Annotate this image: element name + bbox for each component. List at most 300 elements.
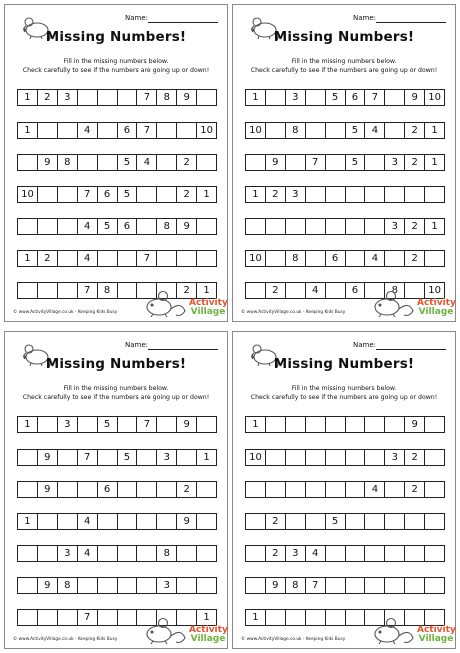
number-box: 7 — [77, 186, 98, 203]
number-box[interactable] — [57, 122, 78, 139]
number-row — [17, 449, 217, 466]
number-row — [245, 416, 445, 433]
number-box: 4 — [77, 545, 98, 562]
number-box: 1 — [17, 250, 38, 267]
number-box: 5 — [325, 513, 346, 530]
number-box[interactable] — [156, 122, 177, 139]
worksheet-4 — [232, 331, 456, 649]
number-box[interactable] — [97, 577, 118, 594]
number-box[interactable] — [364, 577, 385, 594]
number-box: 5 — [117, 449, 138, 466]
number-box: 2 — [404, 154, 425, 171]
number-box: 1 — [245, 416, 266, 433]
number-box: 1 — [424, 218, 445, 235]
number-row — [17, 545, 217, 562]
number-row — [17, 250, 217, 267]
number-box[interactable] — [245, 481, 266, 498]
number-box[interactable] — [424, 250, 445, 267]
number-box: 2 — [37, 89, 58, 106]
number-row — [17, 218, 217, 235]
number-box[interactable] — [97, 545, 118, 562]
number-box[interactable] — [265, 122, 286, 139]
worksheet-2 — [232, 4, 456, 322]
number-box[interactable] — [17, 154, 38, 171]
number-box[interactable] — [265, 609, 286, 626]
number-box[interactable] — [265, 481, 286, 498]
number-box: 10 — [17, 186, 38, 203]
number-box[interactable] — [97, 250, 118, 267]
number-box[interactable] — [305, 122, 326, 139]
number-box[interactable] — [424, 449, 445, 466]
number-box[interactable] — [17, 481, 38, 498]
number-box: 8 — [285, 122, 306, 139]
number-box[interactable] — [97, 449, 118, 466]
number-row — [17, 416, 217, 433]
number-box: 6 — [345, 89, 366, 106]
number-box[interactable] — [77, 577, 98, 594]
number-box[interactable] — [176, 449, 197, 466]
number-box[interactable] — [424, 186, 445, 203]
number-box[interactable] — [117, 89, 138, 106]
number-box: 4 — [77, 122, 98, 139]
number-box[interactable] — [196, 513, 217, 530]
number-box[interactable] — [305, 186, 326, 203]
number-box[interactable] — [424, 513, 445, 530]
number-box[interactable] — [17, 577, 38, 594]
number-box[interactable] — [17, 609, 38, 626]
footer-copyright: © www.ActivityVillage.co.uk - Keeping Kids Busy — [13, 310, 118, 315]
footer-copyright: © www.ActivityVillage.co.uk - Keeping Kids Busy — [241, 637, 346, 642]
number-box[interactable] — [364, 218, 385, 235]
number-box: 10 — [245, 122, 266, 139]
number-box[interactable] — [345, 481, 366, 498]
number-box: 9 — [176, 416, 197, 433]
number-box[interactable] — [325, 416, 346, 433]
number-box[interactable] — [384, 122, 405, 139]
number-box: 1 — [196, 609, 217, 626]
number-box[interactable] — [196, 577, 217, 594]
number-box[interactable] — [404, 545, 425, 562]
number-box[interactable] — [57, 609, 78, 626]
number-row — [17, 89, 217, 106]
number-box: 7 — [136, 416, 157, 433]
number-box[interactable] — [77, 89, 98, 106]
number-box[interactable] — [97, 513, 118, 530]
number-box[interactable] — [364, 545, 385, 562]
number-box: 9 — [37, 449, 58, 466]
number-row — [245, 89, 445, 106]
number-box: 7 — [77, 449, 98, 466]
number-box[interactable] — [57, 481, 78, 498]
number-box: 9 — [176, 218, 197, 235]
number-box[interactable] — [285, 513, 306, 530]
number-box: 7 — [136, 250, 157, 267]
number-box[interactable] — [156, 416, 177, 433]
number-box[interactable] — [345, 545, 366, 562]
number-box[interactable] — [265, 89, 286, 106]
name-label: Name: — [125, 14, 149, 22]
name-field[interactable] — [376, 349, 446, 350]
number-box[interactable] — [364, 154, 385, 171]
number-box[interactable] — [156, 513, 177, 530]
number-box: 5 — [97, 416, 118, 433]
number-box[interactable] — [285, 449, 306, 466]
number-box: 8 — [57, 577, 78, 594]
number-box: 7 — [364, 89, 385, 106]
number-box: 3 — [285, 89, 306, 106]
number-box[interactable] — [325, 449, 346, 466]
number-box[interactable] — [176, 577, 197, 594]
number-box[interactable] — [364, 449, 385, 466]
logo-line-2: Village — [190, 634, 226, 644]
number-box: 2 — [404, 481, 425, 498]
number-box: 5 — [117, 154, 138, 171]
worksheet-title: Missing Numbers! — [273, 29, 415, 45]
number-box: 3 — [57, 89, 78, 106]
number-box[interactable] — [245, 513, 266, 530]
number-box[interactable] — [424, 609, 445, 626]
number-box[interactable] — [285, 609, 306, 626]
number-box: 5 — [345, 154, 366, 171]
number-box[interactable] — [265, 416, 286, 433]
number-box: 1 — [245, 89, 266, 106]
number-box: 2 — [404, 250, 425, 267]
number-box[interactable] — [384, 545, 405, 562]
number-box[interactable] — [384, 250, 405, 267]
number-box[interactable] — [325, 577, 346, 594]
number-box[interactable] — [345, 449, 366, 466]
number-box[interactable] — [37, 609, 58, 626]
number-box: 2 — [404, 218, 425, 235]
mouse-icon — [369, 289, 415, 319]
number-box[interactable] — [117, 250, 138, 267]
logo-line-2: Village — [418, 634, 454, 644]
number-box: 10 — [245, 449, 266, 466]
name-field[interactable] — [148, 349, 218, 350]
number-box: 7 — [305, 577, 326, 594]
number-box[interactable] — [305, 416, 326, 433]
number-box[interactable] — [77, 416, 98, 433]
number-row — [245, 250, 445, 267]
number-box[interactable] — [196, 416, 217, 433]
number-row — [245, 545, 445, 562]
number-box: 6 — [97, 481, 118, 498]
number-box[interactable] — [345, 609, 366, 626]
logo-line-1: Activity — [189, 625, 228, 635]
number-box: 9 — [37, 577, 58, 594]
number-box[interactable] — [364, 513, 385, 530]
number-box[interactable] — [305, 513, 326, 530]
number-box[interactable] — [305, 89, 326, 106]
number-row — [17, 609, 217, 626]
number-box[interactable] — [196, 218, 217, 235]
number-box: 4 — [305, 282, 326, 299]
number-box: 3 — [285, 545, 306, 562]
number-box: 9 — [176, 89, 197, 106]
number-box[interactable] — [424, 545, 445, 562]
instruction-line-2: Check carefully to see if the numbers are going up or down! — [22, 394, 210, 401]
number-box[interactable] — [305, 218, 326, 235]
number-box: 3 — [285, 186, 306, 203]
number-box[interactable] — [97, 89, 118, 106]
number-row — [245, 186, 445, 203]
number-box[interactable] — [404, 186, 425, 203]
number-box[interactable] — [404, 577, 425, 594]
mouse-icon — [141, 616, 187, 646]
number-box[interactable] — [37, 513, 58, 530]
number-box[interactable] — [245, 218, 266, 235]
number-row — [17, 282, 217, 299]
name-field[interactable] — [376, 22, 446, 23]
logo-line-1: Activity — [417, 625, 456, 635]
number-box: 1 — [245, 186, 266, 203]
number-box[interactable] — [57, 513, 78, 530]
number-row — [245, 154, 445, 171]
number-box: 1 — [245, 609, 266, 626]
number-box[interactable] — [196, 545, 217, 562]
number-box: 1 — [17, 513, 38, 530]
number-box[interactable] — [57, 282, 78, 299]
number-row — [17, 186, 217, 203]
instruction-line-1: Fill in the missing numbers below. — [291, 385, 397, 392]
activity-village-logo — [189, 626, 227, 648]
number-box[interactable] — [136, 513, 157, 530]
number-box[interactable] — [17, 449, 38, 466]
number-box: 4 — [364, 122, 385, 139]
number-box[interactable] — [17, 282, 38, 299]
number-box: 3 — [57, 545, 78, 562]
number-box[interactable] — [57, 250, 78, 267]
number-box[interactable] — [136, 545, 157, 562]
number-box[interactable] — [245, 282, 266, 299]
number-box: 3 — [384, 154, 405, 171]
number-box[interactable] — [325, 186, 346, 203]
number-box[interactable] — [97, 154, 118, 171]
logo-line-1: Activity — [189, 298, 228, 308]
number-box[interactable] — [37, 545, 58, 562]
number-box: 9 — [265, 154, 286, 171]
number-box[interactable] — [136, 186, 157, 203]
number-row — [17, 513, 217, 530]
number-box[interactable] — [285, 416, 306, 433]
worksheet-3 — [4, 331, 228, 649]
name-label: Name: — [353, 341, 377, 349]
number-row — [245, 218, 445, 235]
number-box[interactable] — [384, 89, 405, 106]
number-box[interactable] — [117, 416, 138, 433]
number-box: 4 — [77, 250, 98, 267]
number-box[interactable] — [117, 513, 138, 530]
number-box: 7 — [305, 154, 326, 171]
number-box[interactable] — [325, 545, 346, 562]
number-box[interactable] — [384, 577, 405, 594]
number-box[interactable] — [57, 218, 78, 235]
number-row — [245, 481, 445, 498]
number-box: 4 — [136, 154, 157, 171]
number-box[interactable] — [404, 513, 425, 530]
number-box[interactable] — [117, 282, 138, 299]
number-box: 2 — [265, 186, 286, 203]
number-box: 8 — [156, 89, 177, 106]
number-box[interactable] — [156, 154, 177, 171]
number-box[interactable] — [245, 545, 266, 562]
number-box[interactable] — [345, 250, 366, 267]
number-box: 1 — [17, 416, 38, 433]
footer-copyright: © www.ActivityVillage.co.uk - Keeping Kids Busy — [241, 310, 346, 315]
number-row — [245, 609, 445, 626]
number-box[interactable] — [57, 186, 78, 203]
number-box: 9 — [265, 577, 286, 594]
number-box[interactable] — [136, 481, 157, 498]
number-box[interactable] — [345, 416, 366, 433]
number-box[interactable] — [156, 481, 177, 498]
worksheet-1 — [4, 4, 228, 322]
number-row — [17, 122, 217, 139]
number-box[interactable] — [37, 186, 58, 203]
number-box[interactable] — [37, 416, 58, 433]
number-box[interactable] — [176, 250, 197, 267]
number-box[interactable] — [17, 218, 38, 235]
number-box[interactable] — [117, 481, 138, 498]
number-box[interactable] — [196, 154, 217, 171]
number-box[interactable] — [156, 186, 177, 203]
number-box[interactable] — [325, 122, 346, 139]
number-row — [245, 122, 445, 139]
number-box[interactable] — [305, 449, 326, 466]
number-box: 1 — [196, 186, 217, 203]
number-box[interactable] — [265, 449, 286, 466]
number-box[interactable] — [325, 609, 346, 626]
number-box: 5 — [117, 186, 138, 203]
number-box: 10 — [245, 250, 266, 267]
number-box[interactable] — [285, 282, 306, 299]
number-box: 4 — [364, 481, 385, 498]
number-box[interactable] — [57, 449, 78, 466]
number-row — [245, 282, 445, 299]
number-box[interactable] — [325, 218, 346, 235]
instruction-line-1: Fill in the missing numbers below. — [63, 58, 169, 65]
number-box[interactable] — [345, 186, 366, 203]
number-box[interactable] — [196, 89, 217, 106]
worksheet-title: Missing Numbers! — [45, 29, 187, 45]
number-box: 8 — [156, 218, 177, 235]
number-box[interactable] — [196, 250, 217, 267]
worksheet-title: Missing Numbers! — [273, 356, 415, 372]
number-box: 6 — [345, 282, 366, 299]
number-box[interactable] — [97, 122, 118, 139]
number-box: 3 — [156, 577, 177, 594]
number-box: 3 — [57, 416, 78, 433]
number-box: 1 — [424, 122, 445, 139]
number-box[interactable] — [424, 416, 445, 433]
number-box[interactable] — [37, 218, 58, 235]
number-box[interactable] — [384, 186, 405, 203]
number-box: 10 — [196, 122, 217, 139]
number-box[interactable] — [305, 250, 326, 267]
number-box[interactable] — [424, 481, 445, 498]
number-box[interactable] — [345, 513, 366, 530]
number-box[interactable] — [384, 416, 405, 433]
number-box: 8 — [384, 282, 405, 299]
number-box: 7 — [77, 282, 98, 299]
number-box: 2 — [176, 154, 197, 171]
number-box: 5 — [97, 218, 118, 235]
number-box[interactable] — [325, 481, 346, 498]
number-box[interactable] — [305, 609, 326, 626]
logo-line-2: Village — [418, 307, 454, 317]
number-box[interactable] — [176, 545, 197, 562]
number-box[interactable] — [345, 577, 366, 594]
number-box: 10 — [424, 282, 445, 299]
number-box[interactable] — [245, 154, 266, 171]
name-field[interactable] — [148, 22, 218, 23]
number-box[interactable] — [37, 122, 58, 139]
number-box[interactable] — [77, 481, 98, 498]
number-box[interactable] — [117, 577, 138, 594]
number-box: 1 — [17, 89, 38, 106]
number-box[interactable] — [176, 122, 197, 139]
number-box[interactable] — [384, 481, 405, 498]
number-box: 7 — [136, 122, 157, 139]
number-box: 8 — [156, 545, 177, 562]
number-box: 1 — [17, 122, 38, 139]
number-box: 3 — [384, 449, 405, 466]
number-box[interactable] — [364, 186, 385, 203]
number-box[interactable] — [117, 545, 138, 562]
number-box: 10 — [424, 89, 445, 106]
number-box: 7 — [77, 609, 98, 626]
number-box: 2 — [265, 513, 286, 530]
number-box[interactable] — [265, 218, 286, 235]
number-box[interactable] — [325, 154, 346, 171]
instruction-line-2: Check carefully to see if the numbers are going up or down! — [250, 394, 438, 401]
number-box[interactable] — [285, 218, 306, 235]
number-box[interactable] — [156, 250, 177, 267]
number-box[interactable] — [77, 154, 98, 171]
number-box[interactable] — [136, 577, 157, 594]
number-row — [17, 154, 217, 171]
number-box[interactable] — [325, 282, 346, 299]
number-box[interactable] — [424, 577, 445, 594]
number-box[interactable] — [345, 218, 366, 235]
number-box: 4 — [305, 545, 326, 562]
number-box[interactable] — [136, 449, 157, 466]
number-box[interactable] — [97, 609, 118, 626]
number-box[interactable] — [136, 218, 157, 235]
number-box: 6 — [117, 218, 138, 235]
number-box[interactable] — [245, 577, 266, 594]
logo-line-2: Village — [190, 307, 226, 317]
number-box[interactable] — [17, 545, 38, 562]
number-row — [245, 577, 445, 594]
number-box: 4 — [77, 218, 98, 235]
number-box[interactable] — [285, 154, 306, 171]
number-box[interactable] — [37, 282, 58, 299]
number-box[interactable] — [265, 250, 286, 267]
number-row — [17, 481, 217, 498]
number-box[interactable] — [285, 481, 306, 498]
number-box: 3 — [384, 218, 405, 235]
number-box[interactable] — [117, 609, 138, 626]
mouse-icon — [141, 289, 187, 319]
number-box[interactable] — [305, 481, 326, 498]
number-box[interactable] — [364, 416, 385, 433]
number-box: 8 — [97, 282, 118, 299]
number-box[interactable] — [384, 513, 405, 530]
number-box: 2 — [176, 481, 197, 498]
number-row — [245, 513, 445, 530]
number-box[interactable] — [196, 481, 217, 498]
